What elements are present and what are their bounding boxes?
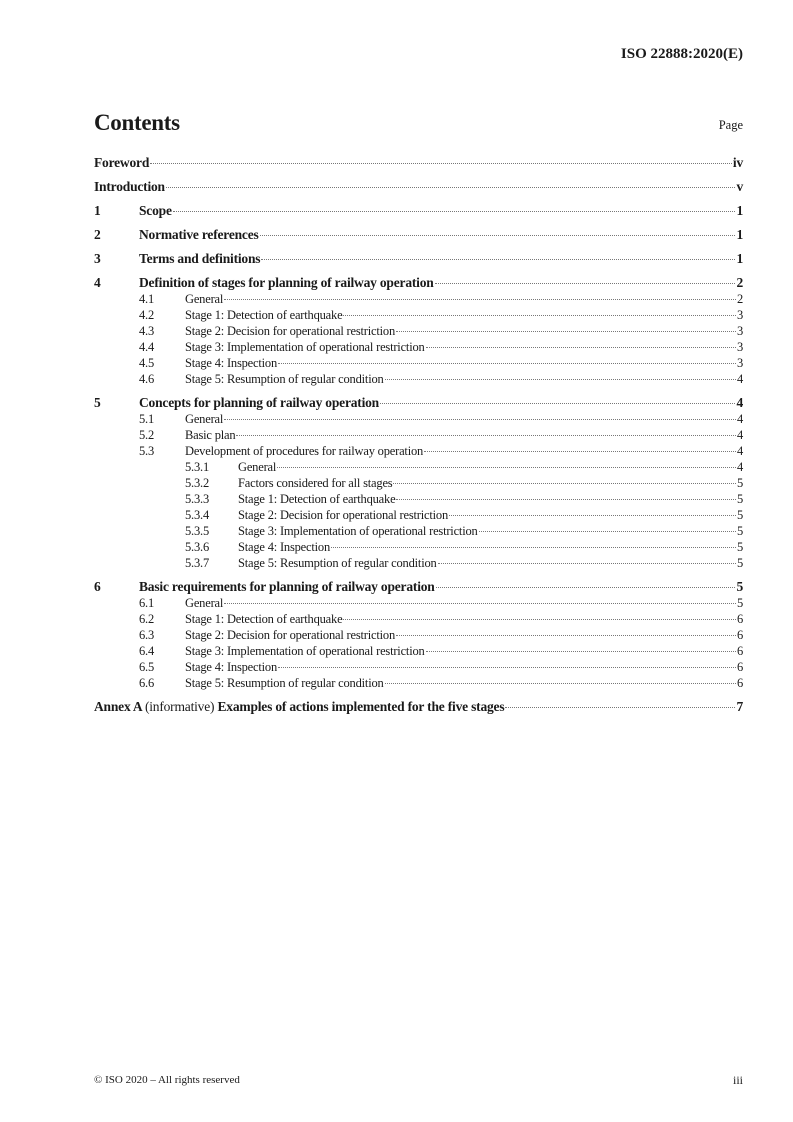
- toc-entry-title: Factors considered for all stages: [238, 476, 393, 490]
- toc-page-number: 3: [736, 324, 743, 338]
- table-of-contents: [94, 155, 743, 715]
- toc-entry[interactable]: [94, 275, 743, 291]
- toc-page-number: 1: [736, 251, 743, 266]
- dot-leader: [278, 667, 736, 668]
- toc-entry[interactable]: [94, 179, 743, 195]
- toc-entry[interactable]: [94, 539, 743, 555]
- toc-entry-title: Concepts for planning of railway operation: [139, 395, 379, 410]
- toc-entry[interactable]: [94, 523, 743, 539]
- toc-section-number: 6.4: [139, 644, 155, 658]
- toc-entry-title: Stage 1: Detection of earthquake: [185, 612, 343, 626]
- dot-leader: [424, 451, 736, 452]
- toc-section-number: 6.6: [139, 676, 155, 690]
- toc-section-number: 5.3.4: [185, 508, 210, 522]
- toc-entry-title: General: [238, 460, 277, 474]
- dot-leader: [396, 499, 736, 500]
- toc-section-number: 5.3.7: [185, 556, 210, 570]
- toc-entry-title: Stage 5: Resumption of regular condition: [185, 372, 384, 386]
- toc-section-number: 5.2: [139, 428, 155, 442]
- toc-entry[interactable]: [94, 155, 743, 171]
- toc-entry[interactable]: [94, 291, 743, 307]
- toc-section-number: 3: [94, 251, 101, 266]
- toc-entry-title: Stage 1: Detection of earthquake: [238, 492, 396, 506]
- annex-title: Examples of actions implemented for the five stages: [217, 699, 505, 714]
- toc-entry[interactable]: [94, 203, 743, 219]
- toc-page-number: 5: [736, 524, 743, 538]
- toc-entry[interactable]: [94, 579, 743, 595]
- toc-section-number: 5.3: [139, 444, 155, 458]
- toc-section-number: 5: [94, 395, 101, 410]
- toc-entry-title: Stage 3: Implementation of operational restriction: [185, 340, 425, 354]
- toc-entry-title: Stage 2: Decision for operational restriction: [185, 324, 396, 338]
- dot-leader: [331, 547, 736, 548]
- toc-page-number: 2: [736, 292, 743, 306]
- toc-entry[interactable]: [94, 491, 743, 507]
- page-column-label: Page: [718, 118, 743, 132]
- toc-section-number: 6.2: [139, 612, 155, 626]
- dot-leader: [505, 707, 735, 708]
- dot-leader: [277, 467, 736, 468]
- toc-page-number: 5: [736, 476, 743, 490]
- dot-leader: [166, 187, 736, 188]
- toc-page-number: 1: [736, 227, 743, 242]
- dot-leader: [380, 403, 735, 404]
- toc-entry-title: General: [185, 412, 224, 426]
- toc-section-number: 6.1: [139, 596, 155, 610]
- toc-page-number: 6: [736, 612, 743, 626]
- toc-section-number: 5.3.6: [185, 540, 210, 554]
- toc-entry-title: Normative references: [139, 227, 259, 242]
- toc-entry-title: Basic requirements for planning of railway operation: [139, 579, 435, 594]
- toc-entry-title: Stage 3: Implementation of operational restriction: [238, 524, 478, 538]
- dot-leader: [396, 331, 736, 332]
- toc-page-number: 5: [736, 508, 743, 522]
- toc-entry-title: Stage 5: Resumption of regular condition: [185, 676, 384, 690]
- toc-entry-title: Stage 2: Decision for operational restriction: [185, 628, 396, 642]
- toc-entry[interactable]: [94, 227, 743, 243]
- toc-entry[interactable]: [94, 595, 743, 611]
- toc-entry[interactable]: [94, 555, 743, 571]
- toc-page-number: 6: [736, 644, 743, 658]
- toc-section-number: 4.5: [139, 356, 155, 370]
- dot-leader: [224, 419, 736, 420]
- toc-entry-title: Development of procedures for railway operation: [185, 444, 424, 458]
- dot-leader: [435, 283, 736, 284]
- page-number: iii: [732, 1073, 743, 1087]
- toc-entry[interactable]: [94, 443, 743, 459]
- dot-leader: [224, 603, 736, 604]
- toc-page-number: 6: [736, 628, 743, 642]
- toc-entry[interactable]: [94, 339, 743, 355]
- toc-entry-title: Terms and definitions: [139, 251, 261, 266]
- toc-section-number: 6.5: [139, 660, 155, 674]
- dot-leader: [173, 211, 736, 212]
- toc-section-number: 5.3.5: [185, 524, 210, 538]
- dot-leader: [278, 363, 736, 364]
- dot-leader: [224, 299, 736, 300]
- document-id: ISO 22888:2020(E): [620, 46, 743, 62]
- toc-section-number: 4.1: [139, 292, 155, 306]
- toc-entry[interactable]: [94, 371, 743, 387]
- toc-section-number: 5.1: [139, 412, 155, 426]
- toc-section-number: 5.3.1: [185, 460, 210, 474]
- toc-page-number: iv: [732, 155, 743, 170]
- toc-page-number: 2: [736, 275, 743, 290]
- toc-entry[interactable]: [94, 659, 743, 675]
- dot-leader: [385, 683, 736, 684]
- toc-entry-annex-a[interactable]: [94, 699, 743, 715]
- dot-leader: [449, 515, 736, 516]
- toc-page-number: 3: [736, 308, 743, 322]
- toc-entry-title: Basic plan: [185, 428, 236, 442]
- toc-entry-title: General: [185, 596, 224, 610]
- toc-entry[interactable]: [94, 355, 743, 371]
- page-title: Contents: [94, 110, 180, 135]
- dot-leader: [396, 635, 736, 636]
- toc-page-number: 6: [736, 660, 743, 674]
- toc-section-number: 6.3: [139, 628, 155, 642]
- toc-entry-title: Stage 4: Inspection: [185, 356, 278, 370]
- toc-section-number: 4.3: [139, 324, 155, 338]
- dot-leader: [393, 483, 735, 484]
- toc-entry[interactable]: [94, 395, 743, 411]
- toc-entry-title: Stage 4: Inspection: [185, 660, 278, 674]
- toc-page-number: 5: [736, 596, 743, 610]
- toc-section-number: 2: [94, 227, 101, 242]
- toc-entry[interactable]: [94, 323, 743, 339]
- toc-page-number: 4: [736, 428, 743, 442]
- toc-page-number: 5: [736, 556, 743, 570]
- toc-section-number: 4.2: [139, 308, 155, 322]
- toc-entry[interactable]: [94, 507, 743, 523]
- dot-leader: [260, 235, 736, 236]
- dot-leader: [343, 315, 736, 316]
- dot-leader: [479, 531, 736, 532]
- toc-entry-title: Definition of stages for planning of railway operation: [139, 275, 434, 290]
- toc-page-number: 3: [736, 340, 743, 354]
- toc-section-number: 5.3.2: [185, 476, 210, 490]
- toc-entry[interactable]: [94, 459, 743, 475]
- toc-entry-title: Stage 2: Decision for operational restriction: [238, 508, 449, 522]
- toc-entry-title: General: [185, 292, 224, 306]
- toc-entry[interactable]: [94, 643, 743, 659]
- dot-leader: [426, 347, 736, 348]
- toc-entry-title: Scope: [139, 203, 172, 218]
- toc-entry[interactable]: [94, 611, 743, 627]
- copyright-notice: © ISO 2020 – All rights reserved: [94, 1074, 240, 1086]
- toc-page-number: 4: [736, 460, 743, 474]
- toc-section-number: 4.6: [139, 372, 155, 386]
- toc-entry-title: Stage 3: Implementation of operational restriction: [185, 644, 425, 658]
- toc-entry[interactable]: [94, 307, 743, 323]
- toc-page-number: 3: [736, 356, 743, 370]
- toc-entry-title: Foreword: [94, 155, 150, 170]
- dot-leader: [436, 587, 736, 588]
- annex-qualifier: (informative): [144, 699, 215, 714]
- toc-page-number: 4: [736, 372, 743, 386]
- toc-page-number: 5: [736, 579, 743, 594]
- toc-page-number: 1: [736, 203, 743, 218]
- toc-entry[interactable]: [94, 411, 743, 427]
- toc-page-number: 5: [736, 492, 743, 506]
- dot-leader: [343, 619, 736, 620]
- annex-label: Annex A: [94, 699, 142, 714]
- toc-entry[interactable]: [94, 627, 743, 643]
- toc-entry-title: Introduction: [94, 179, 165, 194]
- toc-page-number: 6: [736, 676, 743, 690]
- dot-leader: [150, 163, 732, 164]
- toc-entry[interactable]: [94, 251, 743, 267]
- toc-page-number: 7: [736, 699, 743, 714]
- toc-section-number: 5.3.3: [185, 492, 210, 506]
- dot-leader: [236, 435, 736, 436]
- dot-leader: [438, 563, 736, 564]
- toc-entry-title: Stage 1: Detection of earthquake: [185, 308, 343, 322]
- toc-page-number: 4: [736, 412, 743, 426]
- dot-leader: [261, 259, 735, 260]
- toc-entry[interactable]: [94, 475, 743, 491]
- toc-page-number: 4: [736, 395, 743, 410]
- dot-leader: [385, 379, 736, 380]
- toc-entry[interactable]: [94, 427, 743, 443]
- toc-page-number: v: [736, 179, 743, 194]
- toc-entry[interactable]: [94, 675, 743, 691]
- toc-section-number: 4.4: [139, 340, 155, 354]
- toc-entry-title: Stage 4: Inspection: [238, 540, 331, 554]
- toc-section-number: 1: [94, 203, 101, 218]
- toc-entry-title: Stage 5: Resumption of regular condition: [238, 556, 437, 570]
- toc-section-number: 6: [94, 579, 101, 594]
- toc-page-number: 4: [736, 444, 743, 458]
- toc-section-number: 4: [94, 275, 101, 290]
- dot-leader: [426, 651, 736, 652]
- toc-page-number: 5: [736, 540, 743, 554]
